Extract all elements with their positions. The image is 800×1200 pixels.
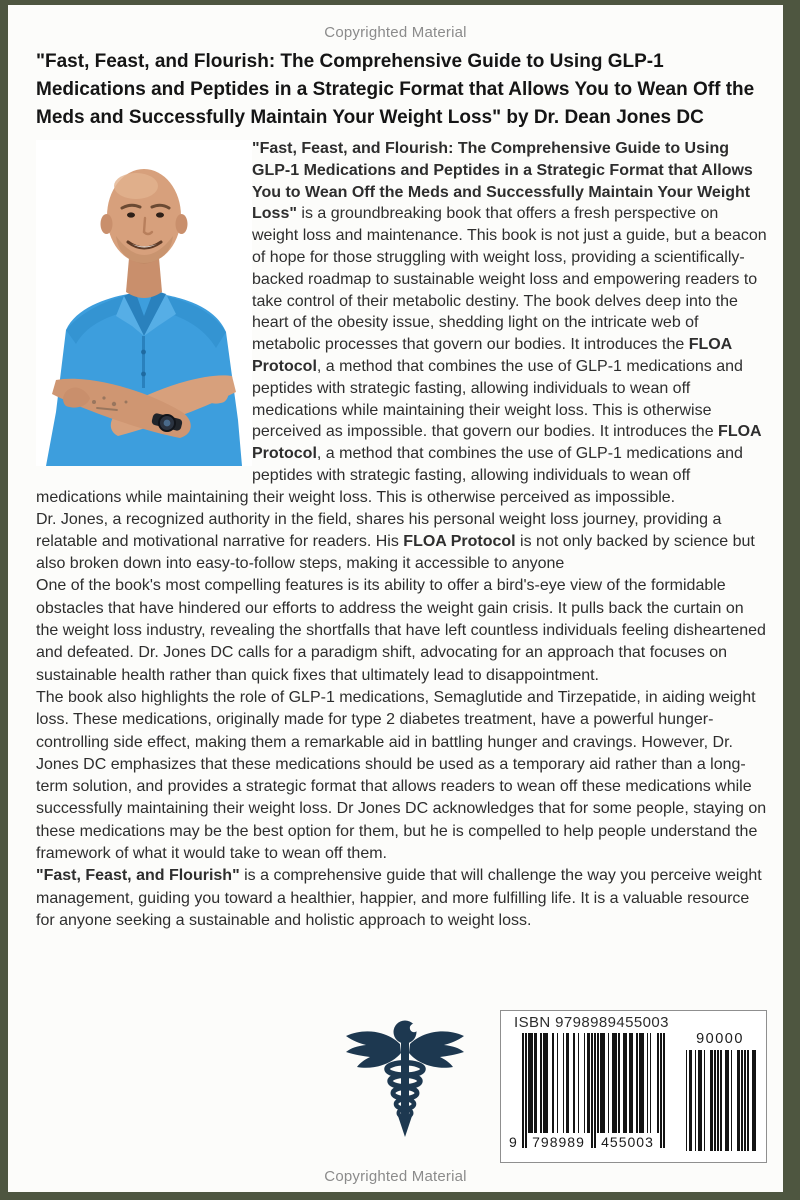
- price-addon-barcode: [684, 1031, 756, 1151]
- isbn-label: ISBN 9798989455003: [514, 1014, 669, 1031]
- ean-digit-lead: 9: [509, 1134, 517, 1150]
- paragraph-compelling-features: One of the book's most compelling features is its ability to offer a bird's-eye view of the formidable obstacles that have hindered our efforts to address the weight gain crisis. It pulls back the curtain on the weight loss industry, revealing the shortfalls that have left countless individuals feeling disheartened and defeated. Dr. Jones DC calls for a paradigm shift, advocating for an approach that focuses on sustainable health rather than quick fixes that ultimately lead to disappointment.: [36, 577, 766, 684]
- isbn-barcode-panel: [500, 1010, 767, 1163]
- intro-paragraph: "Fast, Feast, and Flourish: The Comprehensive Guide to Using GLP-1 Medications and Peptides in a Strategic Format that Allows You to Wean Off the Meds and Successfully Maintain Your Weight Loss" is a groundbreaking book that offers a fresh perspective on weight loss and maintenance. This book is not just a guide, but a beacon of hope for those struggling with weight loss, providing a scientifically-backed roadmap to sustainable weight loss and empowering readers to take control of their metabolic destiny. The book delves deep into the heart of the obesity issue, shedding light on the intricate web of metabolic processes that govern our bodies. It introduces the FLOA Protocol, a method that combines the use of GLP-1 medications and peptides with strategic fasting, allowing individuals to wean off medications while maintaining their weight loss. This is otherwise perceived as impossible. that govern our bodies. It introduces the FLOA Protocol, a method that combines the use of GLP-1 medications and peptides with strategic fasting, allowing individuals to wean off medications while maintaining their weight loss. This is otherwise perceived as impossible.: [36, 140, 767, 506]
- author-photo-illustration: [36, 140, 252, 466]
- copyright-notice-top: Copyrighted Material: [324, 24, 467, 41]
- copyright-notice-bottom: Copyrighted Material: [324, 1168, 467, 1185]
- page-title: "Fast, Feast, and Flourish: The Comprehensive Guide to Using GLP-1 Medications and Peptides in a Strategic Format that Allows You to Wean Off the Meds and Successfully Maintain Your Weight Loss" by Dr. Dean Jones DC: [36, 51, 755, 128]
- description-text: [36, 138, 767, 932]
- paragraph-dr-jones: Dr. Jones, a recognized authority in the field, shares his personal weight loss journey, providing a relatable and motivational narrative for readers. His FLOA Protocol is not only backed by science but also broken down into easy-to-follow steps, making it accessible to anyone: [36, 510, 755, 573]
- ean13-barcode: [509, 1033, 665, 1151]
- ean-digit-group2: 455003: [601, 1134, 654, 1150]
- addon-label: 90000: [696, 1031, 744, 1047]
- cover-page: [8, 5, 783, 1192]
- caduceus-icon: [340, 1017, 470, 1139]
- ean-digit-group1: 798989: [532, 1134, 585, 1150]
- author-photo: [36, 140, 252, 466]
- paragraph-glp1-medications: The book also highlights the role of GLP-1 medications, Semaglutide and Tirzepatide, in aiding weight loss. These medications, originally made for type 2 diabetes treatment, have a powerful hunger-controlling side effect, making them a remarkable aid in battling hunger and cravings. However, Dr. Jones DC emphasizes that these medications should be used as a temporary aid rather than a long-term solution, and provides a strategic format that allows readers to wean off these medications while successfully maintaining their weight loss. Dr Jones DC acknowledges that for some people, staying on these medications may be the best option for them, but he is compelled to help people understand the framework of what it would take to wean off them.: [36, 688, 767, 862]
- paragraph-closing: "Fast, Feast, and Flourish" is a comprehensive guide that will challenge the way you perceive weight management, guiding you toward a healthier, happier, and more fulfilling life. It is a valuable resource for anyone seeking a sustainable and holistic approach to weight loss.: [36, 867, 762, 929]
- addon-bars: [684, 1050, 756, 1151]
